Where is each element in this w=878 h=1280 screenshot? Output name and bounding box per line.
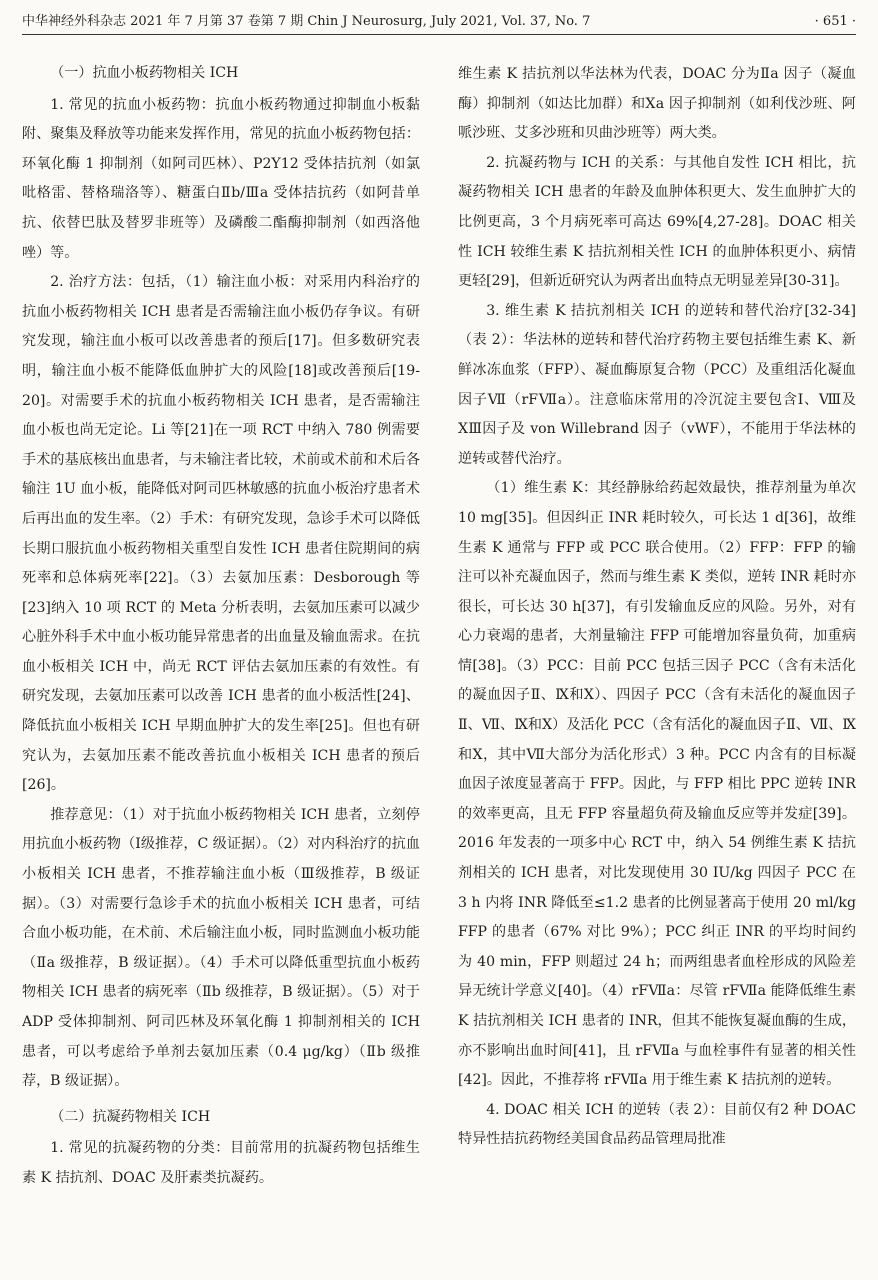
left-column (22, 60, 420, 1270)
paragraph: （1）维生素 K：其经静脉给药起效最快，推荐剂量为单次 10 mg[35]。但因纠正 INR 耗时较久，可长达 1 d[36]，故维生素 K 通常与 FFP 或 PCC 联合使用。（2）FFP：FFP 的输注可以补充凝血因子，然而与维生素 K 类似，逆转 INR 耗时亦很长，可长达 30 h[37]，有引发输血反应的风险。另外，对有心力衰竭的患者，大剂量输注 FFP 可能增加容量负荷，加重病情[38]。（3）PCC：目前 PCC 包括三因子 PCC（含有未活化的凝血因子Ⅱ、Ⅸ和Ⅹ）、四因子 PCC（含有未活化的凝血因子Ⅱ、Ⅶ、Ⅸ和Ⅹ）及活化 PCC（含有活化的凝血因子Ⅱ、Ⅶ、Ⅸ和Ⅹ，其中Ⅶ大部分为活化形式）3 种。PCC 内含有的目标凝血因子浓度显著高于 FFP。因此，与 FFP 相比 PPC 逆转 INR 的效率更高，且无 FFP 容量超负荷及输血反应等并发症[39]。2016 年发表的一项多中心 RCT 中，纳入 54 例维生素 K 拮抗剂相关的 ICH 患者，对比发现使用 30 IU/kg 四因子 PCC 在 3 h 内将 INR 降低至≤1.2 患者的比例显著高于使用 20 ml/kg FFP 的患者（67% 对比 9%）；PCC 纠正 INR 的平均时间约为 40 min，FFP 则超过 24 h；而两组患者血栓形成的风险差异无统计学意义[40]。（4）rFⅦa：尽管 rFⅦa 能降低维生素 K 拮抗剂相关 ICH 患者的 INR，但其不能恢复凝血酶的生成，亦不影响出血时间[41]，且 rFⅦa 与血栓事件有显著的相关性[42]。因此，不推荐将 rFⅦa 用于维生素 K 拮抗剂的逆转。 (458, 480, 856, 1089)
running-header (22, 12, 856, 35)
paragraph: 2. 治疗方法：包括，（1）输注血小板：对采用内科治疗的抗血小板药物相关 ICH 患者是否需输注血小板仍存争议。有研究发现，输注血小板可以改善患者的预后[17]。但多数研究表明，输注血小板不能降低血肿扩大的风险[18]或改善预后[19-20]。对需要手术的抗血小板药物相关 ICH 患者，是否需输注血小板也尚无定论。Li 等[21]在一项 RCT 中纳入 780 例需要手术的基底核出血患者，与未输注者比较，术前或术前和术后各输注 1U 血小板，能降低对阿司匹林敏感的抗血小板治疗患者术后再出血的发生率。（2）手术：有研究发现，急诊手术可以降低长期口服抗血小板药物相关重型自发性 ICH 患者住院期间的病死率和总体病死率[22]。（3）去氨加压素：Desborough 等[23]纳入 10 项 RCT 的 Meta 分析表明，去氨加压素可以减少心脏外科手术中血小板功能异常患者的出血量及输血需求。在抗血小板相关 ICH 中，尚无 RCT 评估去氨加压素的有效性。有研究发现，去氨加压素可以改善 ICH 患者的血小板活性[24]、降低抗血小板相关 ICH 早期血肿扩大的发生率[25]。但也有研究认为，去氨加压素不能改善抗血小板相关 ICH 患者的预后[26]。 (22, 274, 420, 794)
page-number: · 651 · (814, 14, 856, 29)
paragraph: 2. 抗凝药物与 ICH 的关系：与其他自发性 ICH 相比，抗凝药物相关 ICH 患者的年龄及血肿体积更大、发生血肿扩大的比例更高，3 个月病死率可高达 69%[4,27-28]。DOAC 相关性 ICH 较维生素 K 拮抗剂相关性 ICH 的血肿体积更小、病情更轻[29]，但新近研究认为两者出血特点无明显差异[30-31]。 (458, 154, 856, 290)
paragraph: 1. 常见的抗血小板药物：抗血小板药物通过抑制血小板黏附、聚集及释放等功能来发挥作用，常见的抗血小板药物包括：环氧化酶 1 抑制剂（如阿司匹林）、P2Y12 受体拮抗剂（如氯吡格雷、替格瑞洛等）、糖蛋白Ⅱb/Ⅲa 受体拮抗药（如阿昔单抗、依替巴肽及替罗非班等）及磷酸二酯酶抑制剂（如西洛他唑）等。 (22, 96, 420, 261)
section-heading: （一）抗血小板药物相关 ICH (50, 65, 239, 81)
paragraph: 1. 常见的抗凝药物的分类：目前常用的抗凝药物包括维生素 K 拮抗剂、DOAC 及肝素类抗凝药。 (22, 1140, 420, 1186)
paragraph: 维生素 K 拮抗剂以华法林为代表，DOAC 分为Ⅱa 因子（凝血酶）抑制剂（如达比加群）和Ⅹa 因子抑制剂（如利伐沙班、阿哌沙班、艾多沙班和贝曲沙班等）两大类。 (458, 66, 856, 142)
right-column (458, 60, 856, 1270)
section-heading: （二）抗凝药物相关 ICH (50, 1108, 211, 1125)
journal-citation: 中华神经外科杂志 2021 年 7 月第 37 卷第 7 期 Chin J Neurosurg, July 2021, Vol. 37, No. 7 (22, 14, 591, 29)
paragraph: 4. DOAC 相关 ICH 的逆转（表 2）：目前仅有2 种 DOAC 特异性拮抗药物经美国食品药品管理局批准 (458, 1101, 856, 1148)
paragraph: 3. 维生素 K 拮抗剂相关 ICH 的逆转和替代治疗[32-34]（表 2）：华法林的逆转和替代治疗药物主要包括维生素 K、新鲜冰冻血浆（FFP）、凝血酶原复合物（PCC）及重组活化凝血因子Ⅶ（rFⅦa）。注意临床常用的冷沉淀主要包含Ⅰ、Ⅷ及ⅩⅢ因子及 von Willebrand 因子（vWF），不能用于华法林的逆转或替代治疗。 (458, 302, 856, 467)
recommendation-paragraph: 推荐意见：（1）对于抗血小板药物相关 ICH 患者，立刻停用抗血小板药物（Ⅰ级推荐，C 级证据）。（2）对内科治疗的抗血小板相关 ICH 患者，不推荐输注血小板（Ⅲ级推荐，B 级证据）。（3）对需要行急诊手术的抗血小板相关 ICH 患者，可结合血小板功能，在术前、术后输注血小板，同时监测血小板功能（Ⅱa 级推荐，B 级证据）。（4）手术可以降低重型抗血小板药物相关 ICH 患者的病死率（Ⅱb 级推荐，B 级证据）。（5）对于 ADP 受体抑制剂、阿司匹林及环氧化酶 1 抑制剂相关的 ICH 患者，可以考虑给予单剂去氨加压素（0.4 μg/kg）（Ⅱb 级推荐，B 级证据）。 (22, 806, 420, 1090)
